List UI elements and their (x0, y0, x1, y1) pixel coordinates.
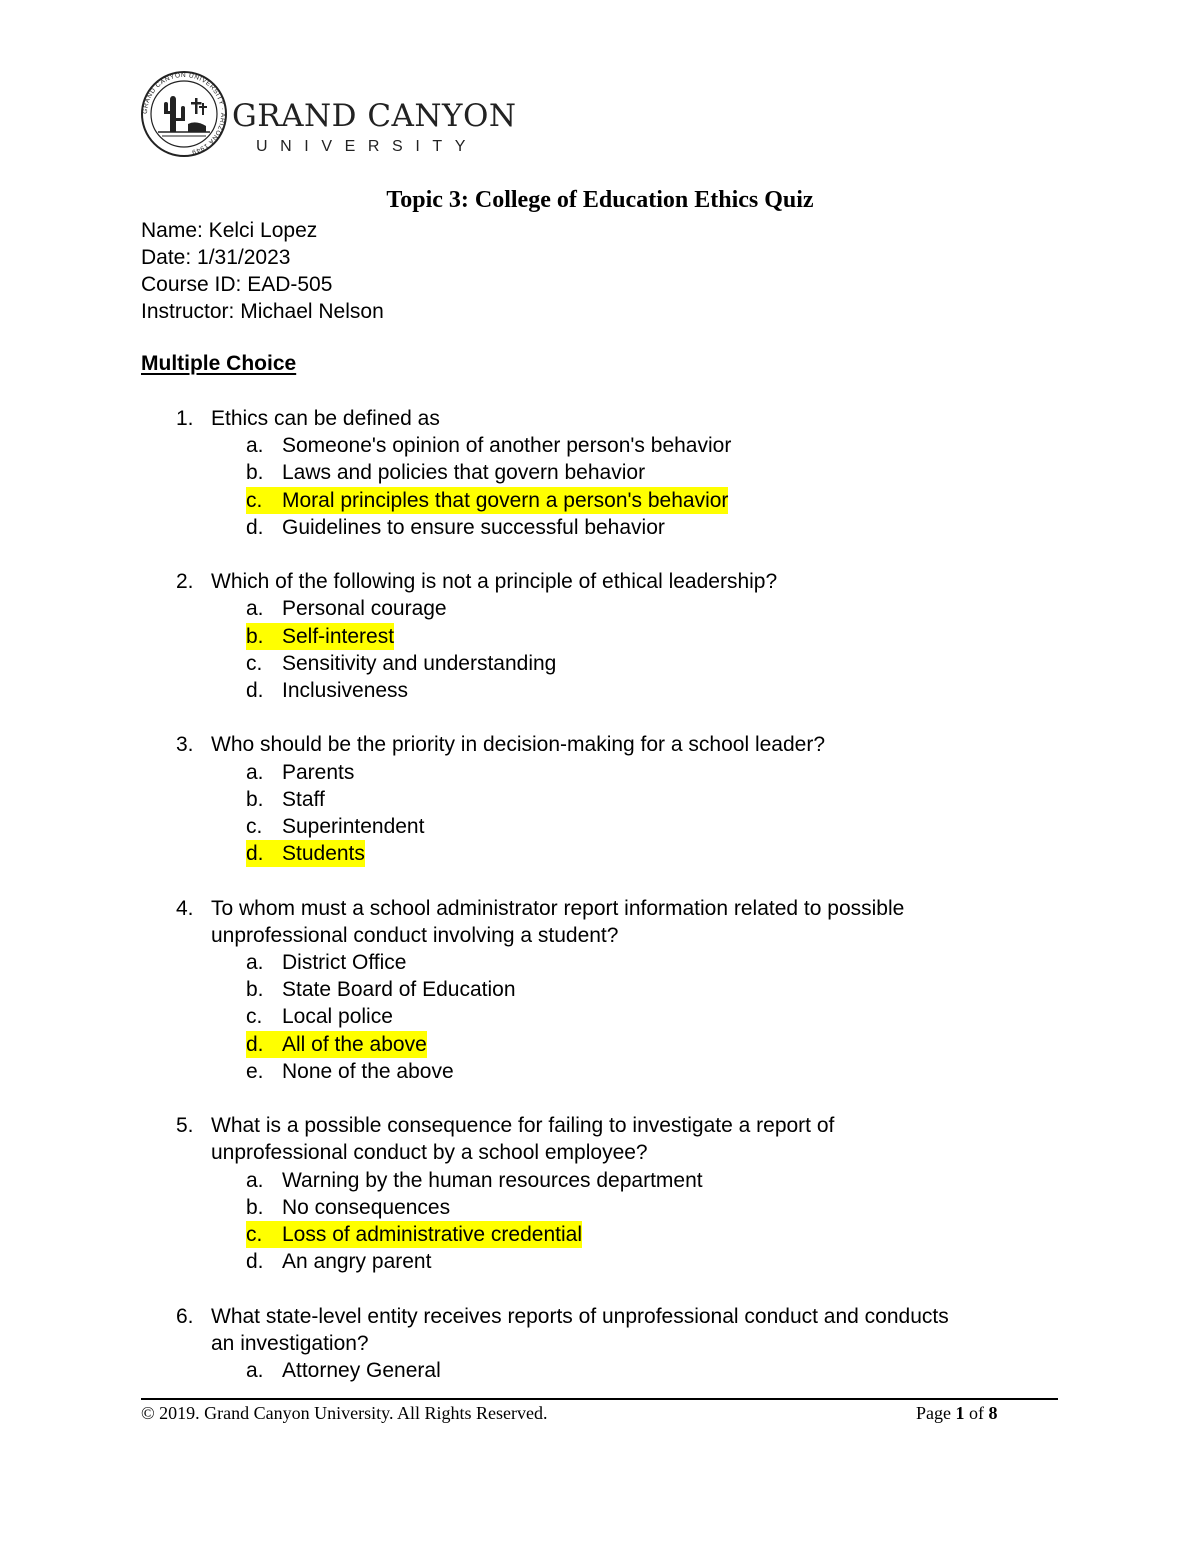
footer-page-number (916, 1403, 998, 1424)
course-id: Course ID: EAD-505 (141, 273, 333, 296)
question-line (141, 405, 1081, 432)
question-number: 3. (176, 733, 194, 757)
university-logo (140, 70, 540, 160)
question-text: To whom must a school administrator report information related to possible (211, 896, 905, 920)
option-text: Moral principles that govern a person's behavior (282, 488, 729, 512)
option-letter: b. (246, 461, 264, 485)
question-line (141, 731, 1081, 758)
question-line (141, 1112, 1081, 1139)
option-text: Self-interest (282, 624, 395, 648)
question-number: 1. (176, 407, 194, 430)
answer-option-content (246, 813, 424, 840)
answer-option-content (246, 1058, 454, 1085)
answer-option (246, 1058, 1081, 1085)
question-line (141, 1303, 1081, 1330)
page-mid: of (964, 1403, 989, 1423)
answer-option-content (246, 1221, 582, 1248)
option-text: None of the above (282, 1059, 454, 1083)
option-text: Superintendent (282, 815, 425, 839)
answer-option-content (246, 1194, 450, 1221)
option-letter: d. (246, 515, 264, 539)
option-text: Warning by the human resources department (282, 1168, 703, 1192)
answer-option-content (246, 623, 394, 650)
option-text: Someone's opinion of another person's behavior (282, 434, 732, 458)
option-text: Sensitivity and understanding (282, 651, 557, 675)
option-text: Guidelines to ensure successful behavior (282, 515, 665, 539)
question-2 (141, 568, 1081, 704)
answer-option (246, 1003, 1081, 1030)
answer-option (246, 759, 1081, 786)
question-text: an investigation? (211, 1331, 369, 1355)
answer-option (246, 1357, 1081, 1384)
answer-option-content (246, 459, 645, 486)
question-number: 2. (176, 570, 194, 594)
answer-option-highlighted (246, 1031, 1081, 1058)
answer-option (246, 949, 1081, 976)
answer-option-content (246, 677, 408, 704)
option-letter: a. (246, 760, 264, 784)
question-4 (141, 895, 1081, 1085)
option-text: District Office (282, 951, 407, 975)
option-letter: e. (246, 1059, 264, 1083)
question-list (141, 405, 1081, 1411)
option-letter: c. (246, 1223, 263, 1247)
option-text: Laws and policies that govern behavior (282, 461, 646, 485)
answer-option (246, 813, 1081, 840)
answer-option-highlighted (246, 623, 1081, 650)
answer-option-content (246, 976, 516, 1003)
instructor-name: Instructor: Michael Nelson (141, 300, 384, 323)
question-text: Which of the following is not a principle of ethical leadership? (211, 570, 778, 594)
answer-option-content (246, 595, 447, 622)
answer-option-content (246, 1248, 431, 1275)
option-letter: d. (246, 1250, 264, 1274)
answer-option (246, 786, 1081, 813)
answer-option (246, 650, 1081, 677)
student-info (141, 217, 384, 325)
option-letter: a. (246, 951, 264, 975)
answer-option (246, 432, 1081, 459)
question-text: unprofessional conduct by a school employee? (211, 1141, 648, 1165)
option-text: Local police (282, 1005, 393, 1029)
option-letter: a. (246, 434, 264, 458)
question-3 (141, 731, 1081, 867)
footer-copyright: © 2019. Grand Canyon University. All Rights Reserved. (141, 1403, 548, 1423)
question-number (141, 1139, 211, 1166)
answer-option-content (246, 487, 728, 514)
page-prefix: Page (916, 1403, 956, 1423)
wordmark-main: GRAND CANYON (232, 98, 517, 134)
question-line (141, 895, 1081, 922)
option-letter: c. (246, 815, 263, 839)
option-letter: b. (246, 1195, 264, 1219)
question-line (141, 922, 1081, 949)
answer-option-highlighted (246, 1221, 1081, 1248)
option-letter: b. (246, 978, 264, 1002)
question-number: 5. (176, 1114, 194, 1138)
answer-option (246, 677, 1081, 704)
option-letter: a. (246, 1359, 264, 1383)
answer-option (246, 1194, 1081, 1221)
answer-option-highlighted (246, 487, 1081, 514)
question-line (141, 568, 1081, 595)
question-1 (141, 405, 1081, 541)
answer-option (246, 459, 1081, 486)
university-seal-icon (140, 70, 232, 160)
option-letter: c. (246, 488, 263, 512)
option-text: Staff (282, 787, 325, 811)
answer-option-content (246, 432, 731, 459)
option-text: Inclusiveness (282, 679, 409, 703)
question-text: What state-level entity receives reports of unprofessional conduct and conducts (211, 1304, 949, 1328)
question-number: 4. (176, 896, 194, 920)
option-text: Loss of administrative credential (282, 1223, 582, 1247)
answer-option (246, 1167, 1081, 1194)
question-text: unprofessional conduct involving a student? (211, 923, 619, 947)
wordmark-sub: UNIVERSITY (256, 138, 479, 155)
option-letter: a. (246, 1168, 264, 1192)
answer-option-content (246, 1167, 703, 1194)
answer-option-content (246, 1031, 427, 1058)
seal-text: GRAND CANYON UNIVERSITY · ARIZONA 1949 (141, 71, 227, 156)
option-letter: d. (246, 842, 264, 866)
option-letter: c. (246, 1005, 263, 1029)
answer-option-highlighted (246, 840, 1081, 867)
section-heading: Multiple Choice (141, 352, 297, 375)
answer-option-content (246, 949, 406, 976)
answer-option-content (246, 514, 665, 541)
question-6 (141, 1303, 1081, 1385)
page-total: 8 (988, 1403, 998, 1423)
option-letter: d. (246, 679, 264, 703)
answer-option-content (246, 650, 556, 677)
option-text: Parents (282, 760, 355, 784)
question-text: What is a possible consequence for failing to investigate a report of (211, 1114, 835, 1138)
option-letter: b. (246, 787, 264, 811)
option-text: All of the above (282, 1032, 427, 1056)
question-line (141, 1139, 1081, 1166)
footer-divider (141, 1398, 1058, 1400)
answer-option (246, 514, 1081, 541)
question-number (141, 1330, 211, 1357)
option-text: State Board of Education (282, 978, 516, 1002)
page-title: Topic 3: College of Education Ethics Quiz (386, 187, 814, 213)
page-current: 1 (955, 1403, 965, 1423)
question-line (141, 1330, 1081, 1357)
answer-option (246, 1248, 1081, 1275)
question-number: 6. (176, 1304, 194, 1328)
option-letter: c. (246, 651, 263, 675)
option-letter: d. (246, 1032, 264, 1056)
answer-option-content (246, 786, 325, 813)
option-letter: a. (246, 597, 264, 621)
question-number (141, 922, 211, 949)
question-text: Who should be the priority in decision-making for a school leader? (211, 733, 825, 757)
quiz-date: Date: 1/31/2023 (141, 246, 291, 269)
answer-option-content (246, 1357, 441, 1384)
option-text: Personal courage (282, 597, 447, 621)
option-text: Attorney General (282, 1359, 441, 1383)
answer-option (246, 595, 1081, 622)
option-letter: b. (246, 624, 264, 648)
option-text: No consequences (282, 1195, 451, 1219)
option-text: Students (282, 842, 365, 866)
answer-option-content (246, 1003, 393, 1030)
answer-option-content (246, 840, 365, 867)
answer-option-content (246, 759, 354, 786)
student-name: Name: Kelci Lopez (141, 219, 318, 242)
question-5 (141, 1112, 1081, 1275)
answer-option (246, 976, 1081, 1003)
question-text: Ethics can be defined as (211, 407, 440, 430)
option-text: An angry parent (282, 1250, 432, 1274)
